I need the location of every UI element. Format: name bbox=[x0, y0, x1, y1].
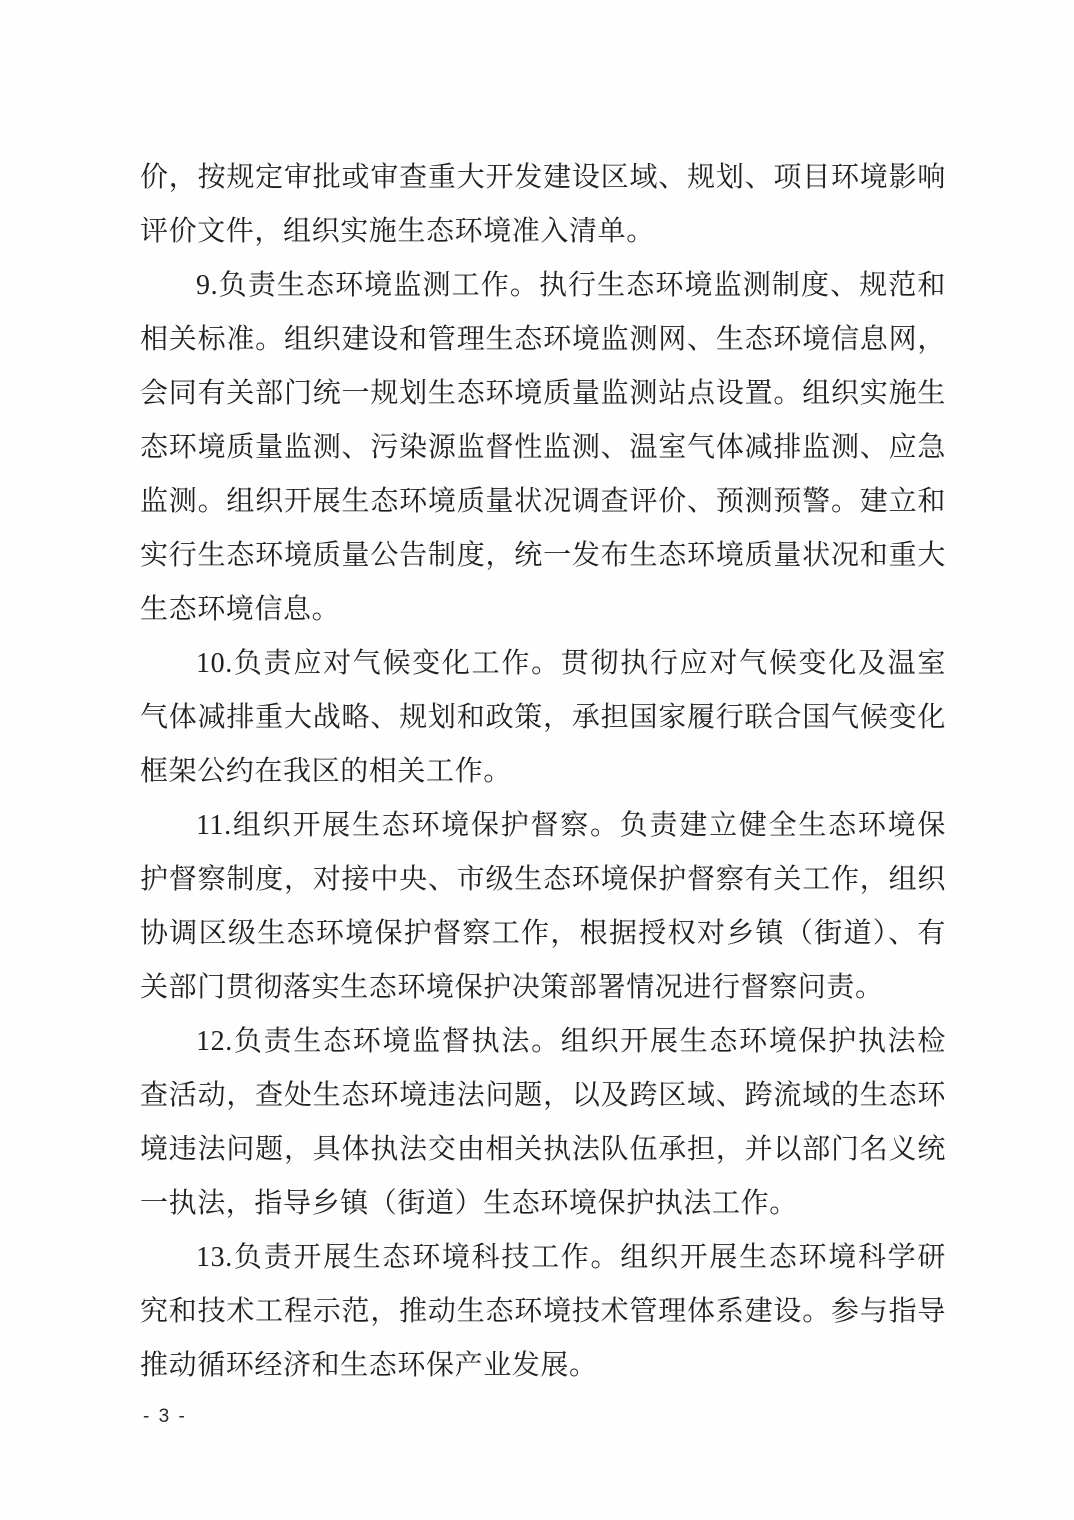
page-number: - 3 - bbox=[143, 1406, 187, 1427]
paragraph: 10.负责应对气候变化工作。贯彻执行应对气候变化及温室气体减排重大战略、规划和政策，承担国家履行联合国气候变化框架公约在我区的相关工作。 bbox=[140, 648, 946, 787]
paragraph: 12.负责生态环境监督执法。组织开展生态环境保护执法检查活动，查处生态环境违法问题，以及跨区域、跨流域的生态环境违法问题，具体执法交由相关执法队伍承担，并以部门名义统一执法，指导乡镇（街道）生态环境保护执法工作。 bbox=[140, 1026, 946, 1219]
paragraph: 9.负责生态环境监测工作。执行生态环境监测制度、规范和相关标准。组织建设和管理生态环境监测网、生态环境信息网，会同有关部门统一规划生态环境质量监测站点设置。组织实施生态环境质量监测、污染源监督性监测、温室气体减排监测、应急监测。组织开展生态环境质量状况调查评价、预测预警。建立和实行生态环境质量公告制度，统一发布生态环境质量状况和重大生态环境信息。 bbox=[140, 270, 946, 625]
paragraph: 11.组织开展生态环境保护督察。负责建立健全生态环境保护督察制度，对接中央、市级生态环境保护督察有关工作，组织协调区级生态环境保护督察工作，根据授权对乡镇（街道）、有关部门贯彻落实生态环境保护决策部署情况进行督察问责。 bbox=[140, 810, 946, 1003]
paragraph: 13.负责开展生态环境科技工作。组织开展生态环境科学研究和技术工程示范，推动生态环境技术管理体系建设。参与指导推动循环经济和生态环保产业发展。 bbox=[140, 1242, 946, 1381]
paragraph: 价，按规定审批或审查重大开发建设区域、规划、项目环境影响评价文件，组织实施生态环境准入清单。 bbox=[140, 162, 946, 247]
document-body bbox=[140, 151, 946, 1393]
